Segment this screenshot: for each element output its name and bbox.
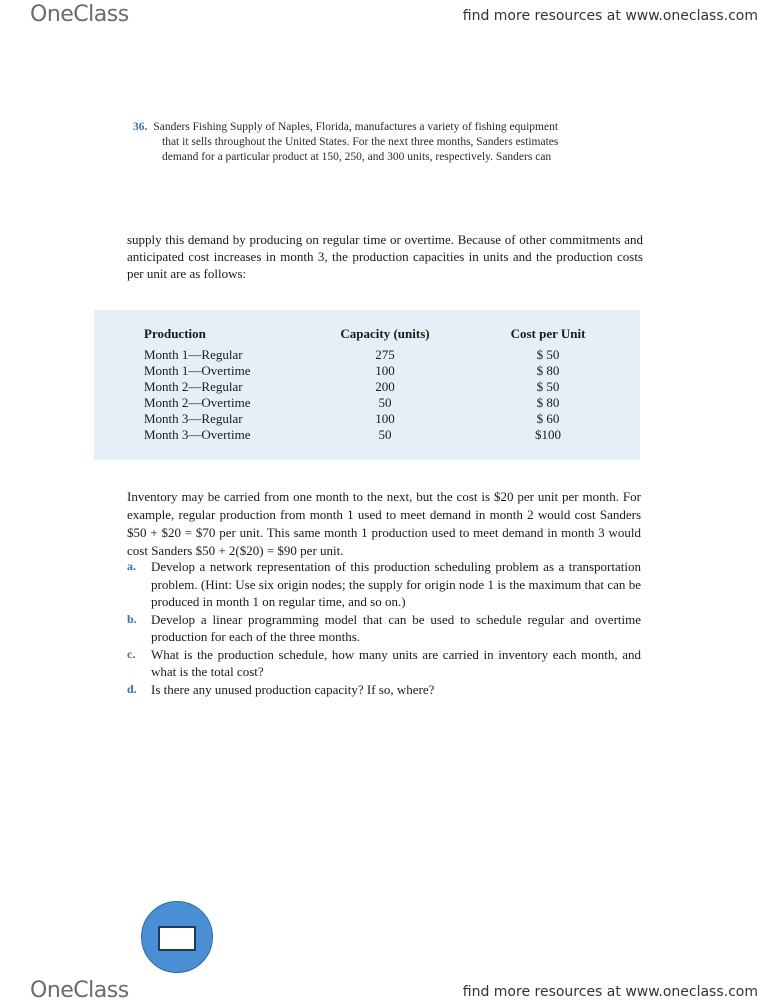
cell-cost: $ 80: [536, 363, 560, 378]
table-row: [94, 427, 640, 443]
part-label: c.: [127, 646, 136, 661]
square-icon: [158, 926, 196, 951]
cell-production: Month 1—Overtime: [144, 363, 251, 378]
oneclass-logo[interactable]: OneClass: [30, 978, 129, 1003]
cell-cost: $ 50: [536, 379, 560, 394]
cell-capacity: 100: [375, 411, 395, 426]
header-cost: Cost per Unit: [510, 326, 586, 341]
capacity-table: [94, 310, 640, 460]
cell-capacity: 200: [375, 379, 395, 394]
page-header: [0, 2, 784, 32]
table-row: [94, 379, 640, 395]
part-label: a.: [127, 559, 136, 573]
cell-production: Month 3—Regular: [144, 411, 243, 426]
cell-capacity: 50: [378, 395, 392, 410]
intro-line-2: that it sells throughout the United States. For the next three months, Sanders estimates: [162, 136, 559, 148]
part-c: [127, 646, 641, 681]
cell-production: Month 2—Overtime: [144, 395, 251, 410]
table-row: [94, 411, 640, 427]
oneclass-logo[interactable]: OneClass: [30, 2, 129, 27]
table-row: [94, 363, 640, 379]
table-row: [94, 395, 640, 411]
part-text: Develop a linear programming model that can be used to schedule regular and overtime production for each of the three months.: [151, 611, 641, 644]
promo-link[interactable]: find more resources at www.oneclass.com: [462, 984, 758, 1000]
cell-cost: $ 50: [536, 347, 560, 362]
cell-cost: $ 80: [536, 395, 560, 410]
cell-cost: $ 60: [536, 411, 560, 426]
part-a: [127, 558, 641, 611]
table-row: [94, 347, 640, 363]
problem-number: 36.: [133, 121, 148, 133]
inventory-paragraph: Inventory may be carried from one month to the next, but the cost is $20 per unit per month. For example, regular production from month 1 used to meet demand in month 2 would cost Sanders $50 + $20 = $70 per unit. This same month 1 production used to meet demand in month 3 would cost Sanders $50 + 2($20) = $90 per unit.: [127, 489, 641, 558]
problem-continuation: supply this demand by producing on regular time or overtime. Because of other commitments and anticipated cost increases in month 3, the production capacities in units and the production costs per unit are as follows:: [127, 232, 643, 281]
cell-production: Month 3—Overtime: [144, 427, 251, 442]
floating-action-button[interactable]: [141, 901, 213, 973]
cell-production: Month 2—Regular: [144, 379, 243, 394]
header-capacity: Capacity (units): [340, 326, 430, 341]
intro-line-1: Sanders Fishing Supply of Naples, Florida, manufactures a variety of fishing equipment: [153, 121, 559, 133]
part-text: Is there any unused production capacity? If so, where?: [151, 681, 435, 697]
page-footer: [0, 978, 784, 1008]
cell-production: Month 1—Regular: [144, 347, 243, 362]
header-production: Production: [144, 326, 206, 341]
cell-cost: $100: [535, 427, 561, 442]
part-b: [127, 611, 641, 646]
cell-capacity: 50: [378, 427, 392, 442]
question-parts: [127, 558, 641, 698]
part-label: d.: [127, 681, 137, 696]
part-label: b.: [127, 611, 137, 626]
problem-intro: [133, 120, 613, 165]
part-text: Develop a network representation of this production scheduling problem as a transportation problem. (Hint: Use six origin nodes; the supply for origin node 1 is the maximum that can be produced in month 1 on regular time, and so on.): [151, 559, 641, 609]
intro-line-3: demand for a particular product at 150, 250, and 300 units, respectively. Sanders can: [162, 151, 552, 163]
part-d: [127, 681, 641, 699]
cell-capacity: 275: [375, 347, 395, 362]
cell-capacity: 100: [375, 363, 395, 378]
part-text: What is the production schedule, how many units are carried in inventory each month, and what is the total cost?: [151, 646, 641, 679]
promo-link[interactable]: find more resources at www.oneclass.com: [462, 8, 758, 24]
